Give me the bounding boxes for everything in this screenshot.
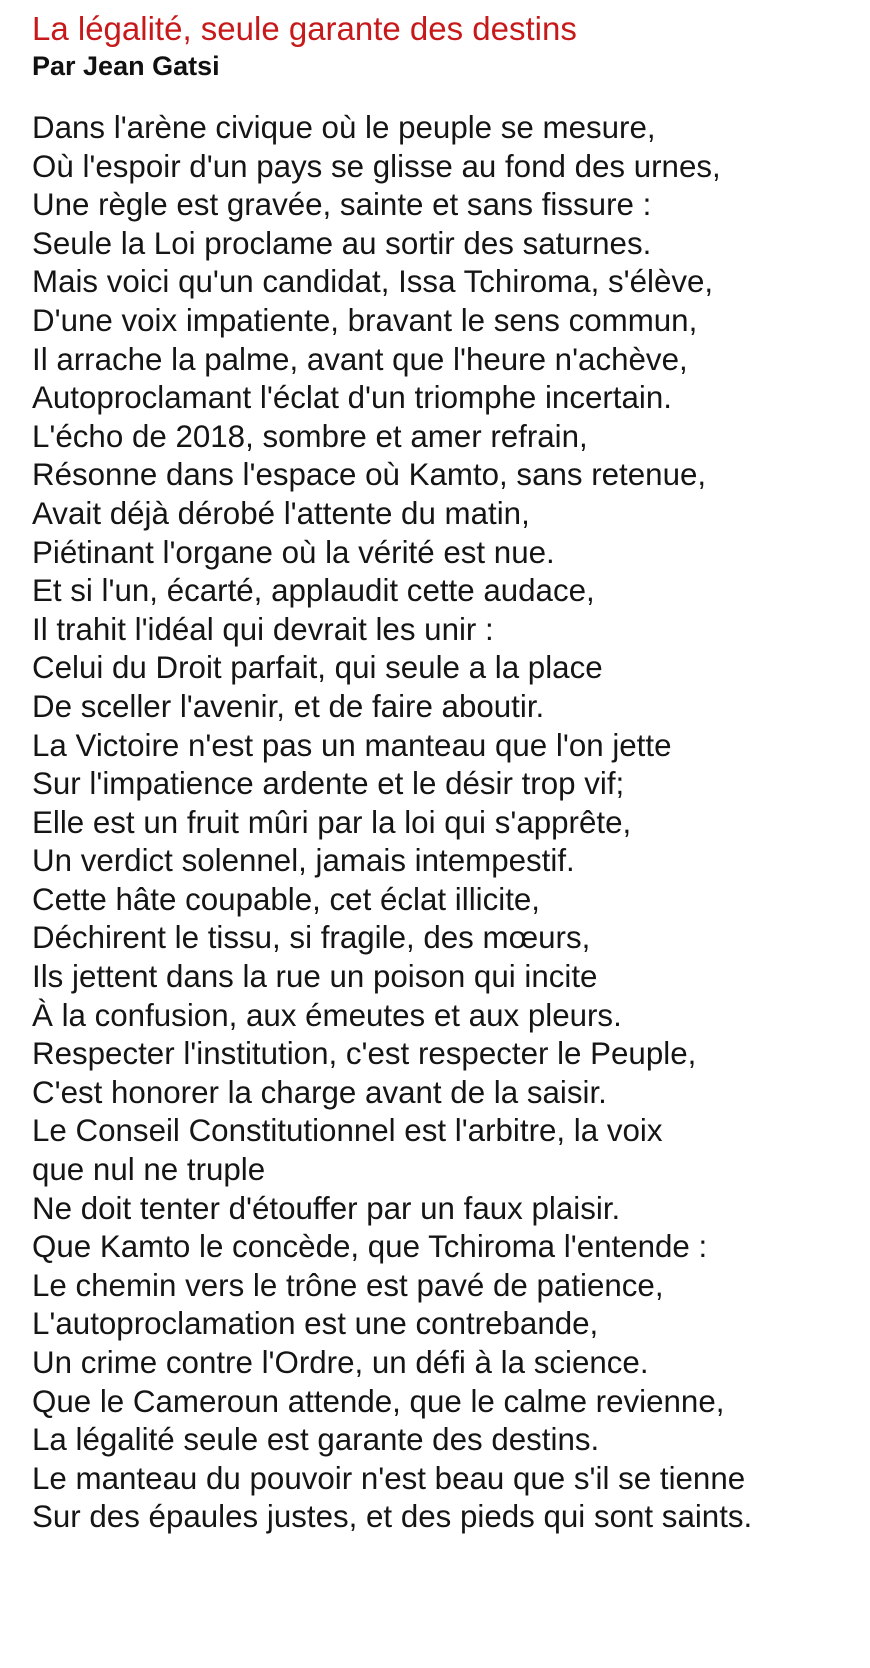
poem-line: Le manteau du pouvoir n'est beau que s'il se tienne <box>32 1460 746 1496</box>
poem-body <box>32 109 862 1537</box>
poem-title: La légalité, seule garante des destins <box>32 10 577 47</box>
poem-line: Mais voici qu'un candidat, Issa Tchiroma, s'élève, <box>32 264 714 300</box>
poem-line: C'est honorer la charge avant de la saisir. <box>32 1074 607 1110</box>
poem-line: Résonne dans l'espace où Kamto, sans retenue, <box>32 457 707 493</box>
poem-line: Un crime contre l'Ordre, un défi à la science. <box>32 1345 649 1380</box>
poem-line: Ils jettent dans la rue un poison qui incite <box>32 959 598 995</box>
poem-line: Une règle est gravée, sainte et sans fissure : <box>32 187 652 223</box>
poem-line: Que Kamto le concède, que Tchiroma l'entende : <box>32 1229 708 1265</box>
poem-line: que nul ne truple <box>32 1152 266 1188</box>
poem-line: Avait déjà dérobé l'attente du matin, <box>32 495 530 531</box>
poem-line: Autoproclamant l'éclat d'un triomphe incertain. <box>32 380 672 416</box>
poem-line: Respecter l'institution, c'est respecter le Peuple, <box>32 1036 697 1072</box>
poem-line: Dans l'arène civique où le peuple se mesure, <box>32 110 656 145</box>
poem-line: À la confusion, aux émeutes et aux pleurs. <box>32 997 622 1033</box>
poem-line: Elle est un fruit mûri par la loi qui s'apprête, <box>32 804 632 840</box>
poem-line: Un verdict solennel, jamais intempestif. <box>32 843 575 879</box>
poem-line: Seule la Loi proclame au sortir des saturnes. <box>32 225 652 261</box>
poem-line: L'écho de 2018, sombre et amer refrain, <box>32 418 588 454</box>
poem-line: D'une voix impatiente, bravant le sens commun, <box>32 302 698 338</box>
document <box>32 0 862 1537</box>
poem-line: La légalité seule est garante des destins. <box>32 1422 600 1458</box>
poem-line: Il arrache la palme, avant que l'heure n'achève, <box>32 341 688 377</box>
poem-line: Le chemin vers le trône est pavé de patience, <box>32 1267 664 1303</box>
poem-line: Cette hâte coupable, cet éclat illicite, <box>32 881 540 917</box>
poem-line: La Victoire n'est pas un manteau que l'on jette <box>32 727 672 763</box>
poem-line: De sceller l'avenir, et de faire aboutir. <box>32 688 545 724</box>
poem-line: Il trahit l'idéal qui devrait les unir : <box>32 611 494 647</box>
poem-author: Par Jean Gatsi <box>32 51 220 81</box>
poem-line: Ne doit tenter d'étouffer par un faux plaisir. <box>32 1190 621 1226</box>
poem-line: Que le Cameroun attende, que le calme revienne, <box>32 1383 725 1419</box>
poem-line: Piétinant l'organe où la vérité est nue. <box>32 534 555 570</box>
poem-line: Où l'espoir d'un pays se glisse au fond des urnes, <box>32 148 721 184</box>
poem-line: Déchirent le tissu, si fragile, des mœurs, <box>32 920 591 956</box>
poem-line: L'autoproclamation est une contrebande, <box>32 1306 599 1342</box>
poem-line: Sur l'impatience ardente et le désir trop vif; <box>32 766 625 802</box>
poem-line: Le Conseil Constitutionnel est l'arbitre, la voix <box>32 1113 663 1149</box>
poem-line: Celui du Droit parfait, qui seule a la place <box>32 650 603 686</box>
poem-line: Sur des épaules justes, et des pieds qui sont saints. <box>32 1499 753 1535</box>
poem-line: Et si l'un, écarté, applaudit cette audace, <box>32 573 595 609</box>
